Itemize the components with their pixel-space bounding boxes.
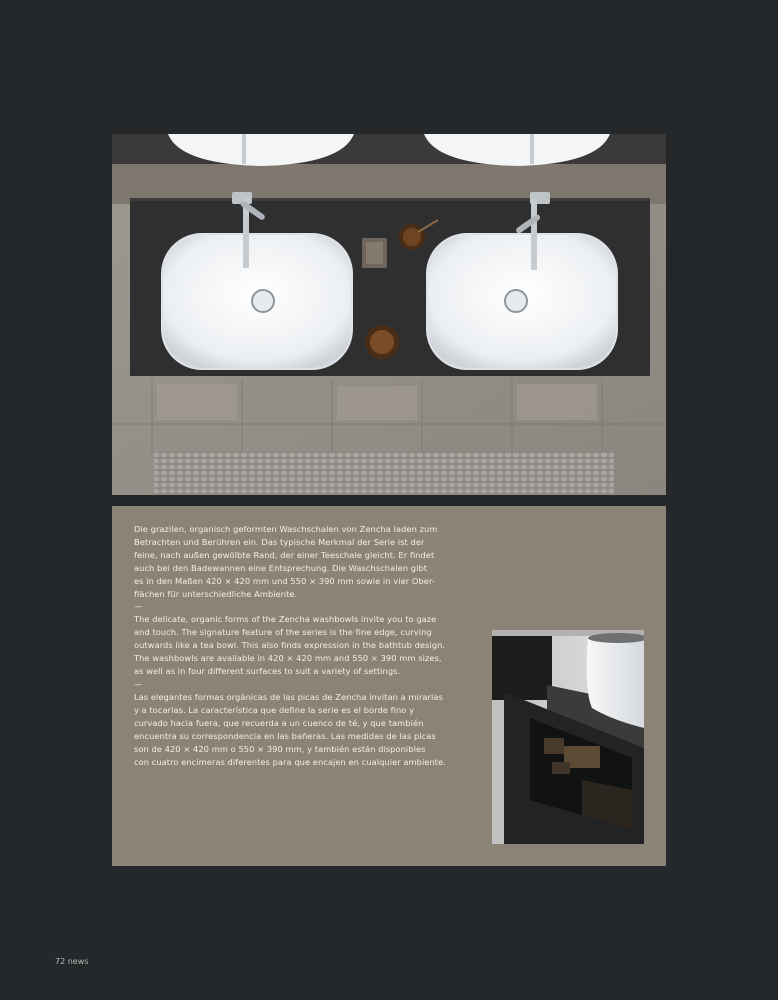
german-paragraph: Die grazilen, organisch geformten Waschschalen von Zencha laden zum Betrachten und Berühren ein. Das typische Merkmal der Serie ist der feine, nach außen gewölbte Rand, der einer Teeschale gleicht. Er findet auch bei den Badewannen eine Entsprechung. Die Waschschalen gibt es in den Maßen 420 × 420 mm und 550 × 390 mm sowie in vier Ober- flächen für unterschiedliche Ambiente. [134,524,438,599]
hero-photo [112,134,666,495]
page-folio: 72 news [55,957,89,966]
washbowls-photo [112,134,666,495]
text-column [134,523,464,768]
vanity-detail-photo [492,630,644,844]
separator: — [134,678,143,689]
vanity-detail-image [492,630,644,844]
separator: — [134,601,143,612]
text-panel [112,506,666,866]
spanish-paragraph: Las elegantes formas orgánicas de las picas de Zencha invitan a mirarlas y a tocarlas. La característica que define la serie es el borde fino y curvado hacia fuera, que recuerda a un cuenco de té, y que también encuentra su correspondencia en las bañeras. Las medidas de las picas son de 420 × 420 mm o 550 × 390 mm, y también están disponibles con cuatro encimeras diferentes para que encajen en cualquier ambiente. [134,691,446,767]
english-paragraph: The delicate, organic forms of the Zencha washbowls invite you to gaze and touch. The signature feature of the series is the fine edge, curving outwards like a tea bowl. This also finds expression in the bathtub design. The washbowls are available in 420 × 420 mm and 550 × 390 mm sizes, as well as in four different surfaces to suit a variety of settings. [134,614,446,677]
